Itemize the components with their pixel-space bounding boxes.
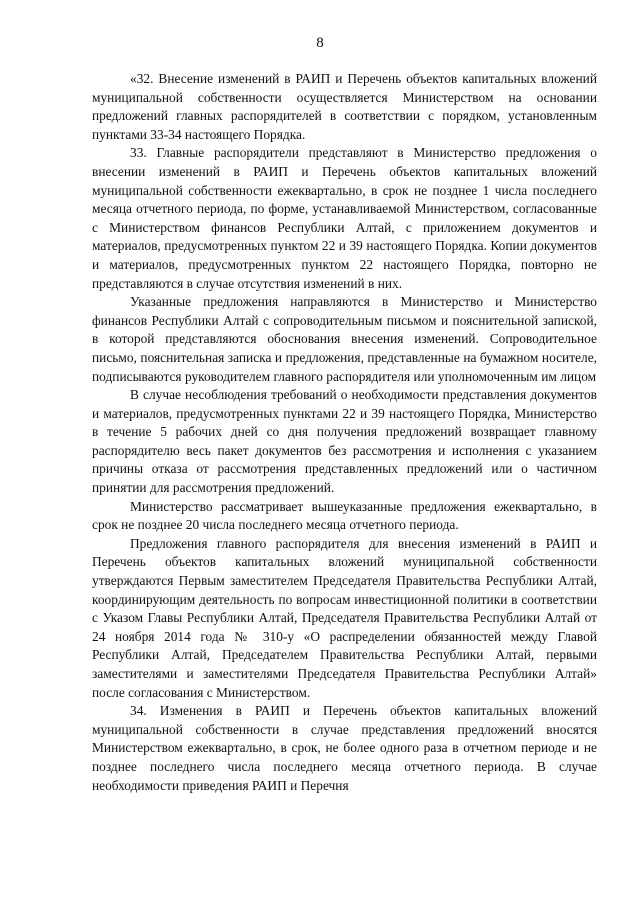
paragraph-32: «32. Внесение изменений в РАИП и Перечень объектов капитальных вложений муниципальной собственности осуществляется Министерством на основании предложений главных распорядителей в соответствии с порядком, установленным пунктами 33-34 настоящего Порядка.	[92, 71, 597, 142]
paragraph-34: 34. Изменения в РАИП и Перечень объектов капитальных вложений муниципальной собственности в случае представления предложений вносятся Министерством ежеквартально, в срок, не более одного раза в отчетном периоде и не позднее последнего числа последнего месяца отчетного периода. В случае необходимости приведения РАИП и Перечня	[92, 703, 597, 793]
paragraph-33: 33. Главные распорядители представляют в Министерство предложения о внесении изменений в РАИП и Перечень объектов капитальных вложений муниципальной собственности ежеквартально, в срок не позднее 1 числа последнего месяца отчетного периода, по форме, устанавливаемой Министерством, согласованные с Министерством финансов Республики Алтай, с приложением документов и материалов, предусмотренных пунктом 22 и 39 настоящего Порядка. Копии документов и материалов, предусмотренных пунктом 22 настоящего Порядка, повторно не представляются в случае отсутствия изменений в них.	[92, 145, 597, 291]
paragraph-noncompliance: В случае несоблюдения требований о необходимости представления документов и материалов, предусмотренных пунктами 22 и 39 настоящего Порядка, Министерство в течение 5 рабочих дней со дня получения предложений возвращает главному распорядителю весь пакет документов без рассмотрения и исполнения с указанием причины отказа от рассмотрения представленных предложений или о частичном принятии для рассмотрения предложений.	[92, 387, 597, 496]
paragraph-approval: Предложения главного распорядителя для внесения изменений в РАИП и Перечень объектов капитальных вложений муниципальной собственности утверждаются Первым заместителем Председателя Правительства Республики Алтай, координирующим деятельность по вопросам инвестиционной политики в соответствии с Указом Главы Республики Алтай, Председателя Правительства Республики Алтай от 24 ноября 2014 года № 310-у «О распределении обязанностей между Главой Республики Алтай, Председателем Правительства Республики Алтай, первыми заместителями и заместителями Председателя Правительства Республики Алтай» после согласования с Министерством.	[92, 535, 597, 700]
page-number: 8	[316, 35, 324, 51]
paragraph-review-deadline: Министерство рассматривает вышеуказанные предложения ежеквартально, в срок не позднее 20 числа последнего месяца отчетного периода.	[92, 498, 597, 533]
paragraph-submission-channels: Указанные предложения направляются в Министерство и Министерство финансов Республики Алтай с сопроводительным письмом и пояснительной запиской, в которой представляются обоснования внесения изменений. Сопроводительное письмо, пояснительная записка и предложения, представленные на бумажном носителе, подписываются руководителем главного распорядителя или уполномоченным им лицом	[92, 294, 597, 384]
document-body	[92, 70, 597, 795]
